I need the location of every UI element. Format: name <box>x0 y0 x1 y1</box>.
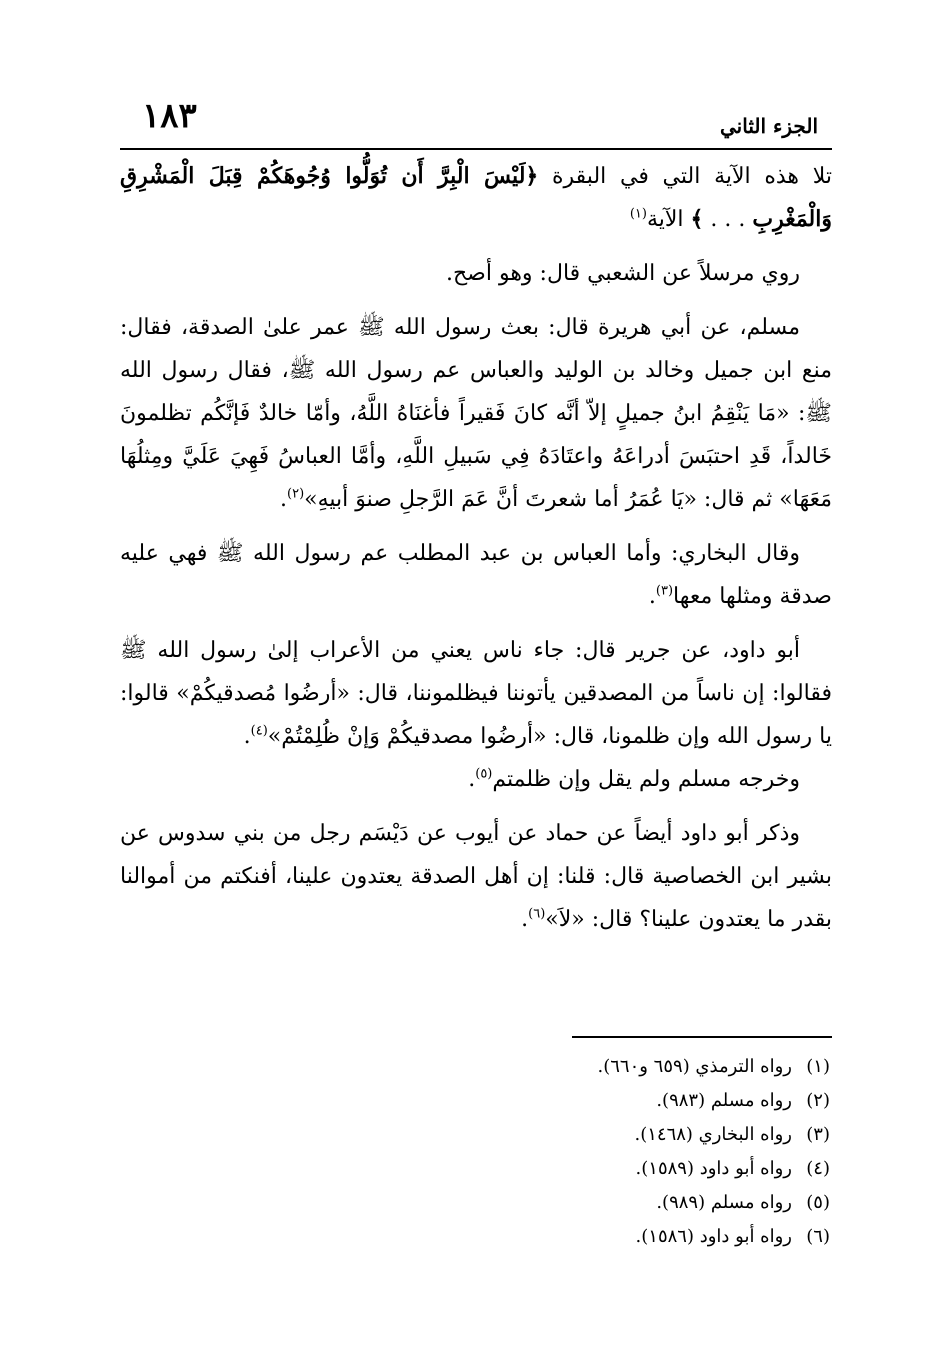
footnote-item <box>330 1084 830 1118</box>
period: . <box>280 487 288 512</box>
footnote-text: رواه أبو داود (١٥٨٦). <box>635 1226 792 1247</box>
period: . <box>468 767 476 792</box>
paragraph-text: تلا هذه الآية التي في البقرة <box>538 164 833 189</box>
footnote-ref: (١) <box>629 206 647 222</box>
paragraph-abudawud-jarir <box>120 629 832 758</box>
period: . <box>648 584 656 609</box>
footnote-number: (٦) <box>806 1226 830 1247</box>
paragraph-text: وقال البخاري: وأما العباس بن عبد المطلب عم رسول الله ﷺ فهي عليه صدقة ومثلها معها <box>120 541 832 609</box>
footnote-ref: (٤) <box>250 723 268 739</box>
footnote-ref: (٣) <box>655 583 674 599</box>
ellipsis: . . . <box>703 207 753 232</box>
footnote-ref: (٢) <box>287 486 305 502</box>
paragraph-text: وذكر أبو داود أيضاً عن حماد عن أيوب عن دَيْسَم رجل من بني سدوس عن بشير ابن الخصاصية قال: قلنا: إن أهل الصدقة يعتدون علينا، أفنكتم من أموالنا بقدر ما يعتدون علينا؟ قال: «لاَ» <box>120 821 832 932</box>
paragraph-verse <box>120 155 832 241</box>
period: . <box>243 724 251 749</box>
footnote-item <box>330 1050 830 1084</box>
footnote-text: رواه البخاري (١٤٦٨). <box>634 1124 792 1145</box>
footnote-text: رواه الترمذي (٦٥٩ و٦٦٠). <box>597 1056 792 1077</box>
paragraph-shabi: روي مرسلاً عن الشعبي قال: وهو أصح. <box>445 261 800 286</box>
footnote-number: (١) <box>806 1056 830 1077</box>
footnote-ref: (٥) <box>475 766 493 782</box>
ornate-bracket-close: ﴾ <box>690 206 704 232</box>
quran-verse: لَيْسَ الْبِرَّ أَن تُوَلُّوا وُجُوهَكُمْ قِبَلَ الْمَشْرِقِ وَالْمَغْرِبِ <box>120 163 832 232</box>
footnote-number: (٢) <box>806 1090 830 1111</box>
footnote-number: (٤) <box>806 1158 830 1179</box>
paragraph-muslim-takhrij <box>120 758 832 801</box>
paragraph-text: مسلم، عن أبي هريرة قال: بعث رسول الله ﷺ عمر علىٰ الصدقة، فقال: منع ابن جميل وخالد بن الوليد والعباس عم رسول الله ﷺ، فقال رسول الله ﷺ: «مَا يَنْقِمُ ابنُ جميلٍ إلاّ أنَّه كانَ فَقيراً فأغنَاهُ اللَّهُ، وأمّا خالدٌ فَإنَّكُم تظلمونَ خَالداً، قَدِ احتبَسَ أدراعَهُ واعتَادَهُ فِي سَبيلِ اللَّهِ، وأمَّا العباسُ فَهِيَ عَلَيَّ ومِثلُهَا مَعَهَا» ثم قال: «يَا عُمَرُ أما شعرتَ أنَّ عَمَ الرَّجلِ صنوَ أبيهِ» <box>120 315 832 512</box>
paragraph-text: الآية <box>646 207 691 232</box>
main-text <box>120 155 832 952</box>
paragraph-text: أبو داود، عن جرير قال: جاء ناس يعني من الأعراب إلىٰ رسول الله ﷺ فقالوا: إن ناساً من المصدقين يأتوننا فيظلموننا، قال: «أرضُوا مُصدقيكُمْ» قالوا: يا رسول الله وإن ظلمونا، قال: «أرضُوا مصدقيكُمْ وَإنْ ظُلِمْتُمْ» <box>120 638 832 749</box>
footnote-number: (٣) <box>806 1124 830 1145</box>
footnote-text: رواه مسلم (٩٨٩). <box>656 1192 792 1213</box>
paragraph-abudawud-daysam <box>120 812 832 941</box>
footnotes <box>330 1050 830 1254</box>
ornate-bracket-open: ﴿ <box>525 163 539 189</box>
footnote-number: (٥) <box>806 1192 830 1213</box>
footnote-separator <box>572 1036 832 1038</box>
page-number: ١٨٣ <box>142 96 197 136</box>
footnote-text: رواه أبو داود (١٥٨٩). <box>635 1158 792 1179</box>
footnote-text: رواه مسلم (٩٨٣). <box>656 1090 792 1111</box>
paragraph-bukhari <box>120 532 832 618</box>
footnote-item <box>330 1152 830 1186</box>
period: . <box>521 907 529 932</box>
footnote-item <box>330 1118 830 1152</box>
footnote-ref: (٦) <box>528 906 546 922</box>
paragraph-muslim <box>120 306 832 521</box>
header-rule <box>120 148 832 150</box>
footnote-item <box>330 1186 830 1220</box>
footnote-item <box>330 1220 830 1254</box>
volume-title: الجزء الثاني <box>720 114 818 138</box>
paragraph-text: وخرجه مسلم ولم يقل وإن ظلمتم <box>492 767 800 792</box>
